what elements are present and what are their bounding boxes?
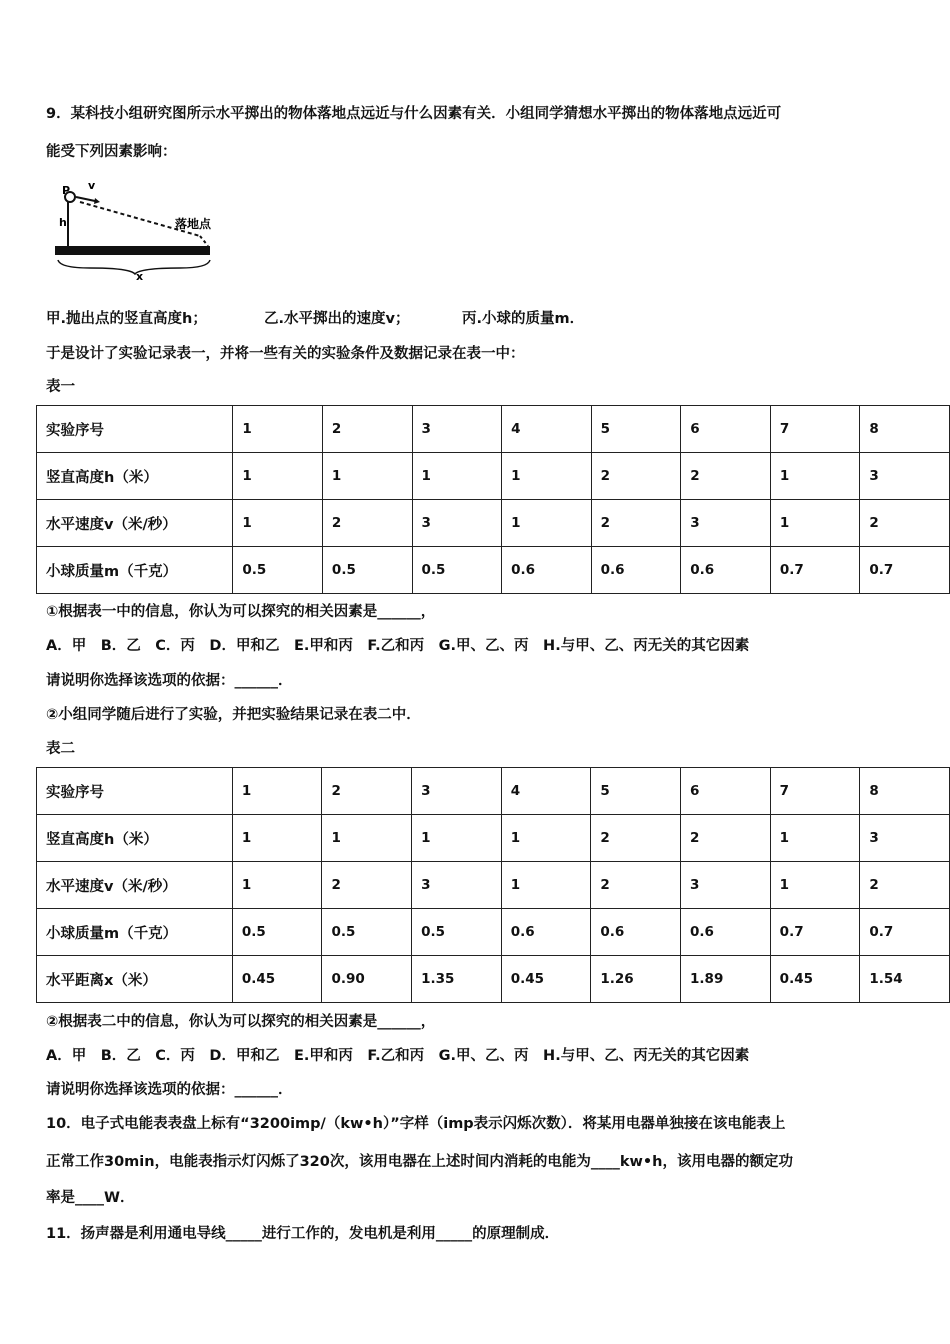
table-cell: 1	[502, 500, 592, 547]
table-cell: 0.5	[322, 547, 412, 594]
table-cell: 3	[412, 406, 502, 453]
table-cell: 1	[233, 500, 323, 547]
table-cell: 0.5	[412, 909, 502, 956]
table-cell: 0.45	[770, 956, 860, 1003]
table-cell: 0.6	[681, 547, 771, 594]
q11-line1: 11．扬声器是利用通电导线_____进行工作的，发电机是利用_____的原理制成．	[46, 1226, 560, 1242]
options-1: A．甲 B．乙 C．丙 D．甲和乙 E.甲和丙 F.乙和丙 G.甲、乙、丙 H.与甲、乙、丙无关的其它因素	[46, 638, 750, 654]
table-cell: 1.35	[412, 956, 502, 1003]
table-cell: 2	[322, 768, 412, 815]
table-cell: 8	[860, 406, 950, 453]
table-row	[37, 956, 950, 1003]
factor-jia: 甲.抛出点的竖直高度h；	[46, 311, 207, 327]
table-cell: 0.7	[860, 547, 950, 594]
table2-title: 表二	[46, 741, 75, 757]
table-cell: 0.7	[770, 909, 860, 956]
projectile-figure	[50, 176, 230, 281]
sub2-question: ②根据表二中的信息，你认为可以探究的相关因素是______，	[46, 1014, 436, 1030]
table-row	[37, 862, 950, 909]
label-landing: 落地点	[175, 217, 212, 231]
table-cell: 1.54	[860, 956, 950, 1003]
table-cell: 1	[233, 406, 323, 453]
table-cell: 2	[860, 862, 950, 909]
table-cell: 1.26	[591, 956, 681, 1003]
table-cell: 1	[412, 453, 502, 500]
table-cell: 4	[501, 768, 591, 815]
table-cell: 0.6	[501, 909, 591, 956]
table-cell: 6	[681, 768, 771, 815]
table-cell: 1	[233, 453, 323, 500]
table-cell: 1	[322, 815, 412, 862]
row-label: 小球质量m（千克）	[37, 909, 233, 956]
design-text: 于是设计了实验记录表一，并将一些有关的实验条件及数据记录在表一中：	[46, 346, 525, 362]
table-cell: 3	[412, 500, 502, 547]
table-cell: 1	[770, 862, 860, 909]
row-label: 实验序号	[37, 768, 233, 815]
factor-yi: 乙.水平掷出的速度v；	[264, 311, 410, 327]
label-x: x	[136, 270, 144, 281]
table-row	[37, 406, 950, 453]
table-cell: 3	[860, 453, 950, 500]
table-cell: 0.45	[232, 956, 322, 1003]
table-row	[37, 453, 950, 500]
label-v: v	[88, 179, 96, 192]
table-cell: 1	[232, 768, 322, 815]
table-cell: 3	[412, 862, 502, 909]
table-cell: 1	[501, 862, 591, 909]
table-cell: 1	[770, 453, 860, 500]
table-cell: 1	[232, 815, 322, 862]
q10-line3: 率是____W．	[46, 1190, 135, 1206]
table-cell: 1	[501, 815, 591, 862]
table-row	[37, 815, 950, 862]
table-cell: 0.5	[322, 909, 412, 956]
table-cell: 3	[860, 815, 950, 862]
table-1	[36, 405, 950, 594]
table-cell: 5	[591, 768, 681, 815]
q10-line2: 正常工作30min，电能表指示灯闪烁了320次，该用电器在上述时间内消耗的电能为____kw•h，该用电器的额定功	[46, 1154, 793, 1170]
table-cell: 0.6	[502, 547, 592, 594]
table-cell: 7	[770, 768, 860, 815]
table-cell: 1	[770, 500, 860, 547]
row-label: 竖直高度h（米）	[37, 453, 233, 500]
table-cell: 6	[681, 406, 771, 453]
label-p: P	[62, 184, 71, 197]
q9-line2: 能受下列因素影响：	[46, 144, 177, 160]
table-cell: 0.7	[770, 547, 860, 594]
table-cell: 1	[502, 453, 592, 500]
row-label: 小球质量m（千克）	[37, 547, 233, 594]
table-cell: 2	[591, 815, 681, 862]
table-cell: 2	[591, 453, 681, 500]
table-cell: 0.7	[860, 909, 950, 956]
q9-line1: 9．某科技小组研究图所示水平掷出的物体落地点远近与什么因素有关．小组同学猜想水平掷出的物体落地点远近可	[46, 106, 782, 122]
row-label: 实验序号	[37, 406, 233, 453]
q10-line1: 10．电子式电能表表盘上标有“3200imp/（kw•h）”字样（imp表示闪烁次数）．将某用电器单独接在该电能表上	[46, 1116, 786, 1132]
table-cell: 2	[322, 862, 412, 909]
reason-1: 请说明你选择该选项的依据：______．	[46, 673, 293, 689]
table-cell: 0.5	[232, 909, 322, 956]
table-cell: 0.6	[591, 547, 681, 594]
table-cell: 1.89	[681, 956, 771, 1003]
table-cell: 3	[681, 500, 771, 547]
table-cell: 4	[502, 406, 592, 453]
table-cell: 2	[591, 500, 681, 547]
factor-bing: 丙.小球的质量m．	[462, 311, 585, 327]
table-cell: 2	[591, 862, 681, 909]
table-cell: 0.6	[591, 909, 681, 956]
table-row	[37, 768, 950, 815]
table-cell: 1	[232, 862, 322, 909]
table-row	[37, 909, 950, 956]
options-2: A．甲 B．乙 C．丙 D．甲和乙 E.甲和丙 F.乙和丙 G.甲、乙、丙 H.与甲、乙、丙无关的其它因素	[46, 1048, 750, 1064]
table-cell: 1	[322, 453, 412, 500]
row-label: 水平速度v（米/秒）	[37, 500, 233, 547]
table-cell: 3	[412, 768, 502, 815]
table-cell: 7	[770, 406, 860, 453]
sub2-intro: ②小组同学随后进行了实验，并把实验结果记录在表二中．	[46, 707, 421, 723]
table-cell: 2	[322, 406, 412, 453]
table-cell: 2	[322, 500, 412, 547]
table-row	[37, 547, 950, 594]
table-cell: 2	[681, 815, 771, 862]
table-cell: 1	[770, 815, 860, 862]
table-cell: 3	[681, 862, 771, 909]
table-cell: 5	[591, 406, 681, 453]
table-cell: 8	[860, 768, 950, 815]
table-row	[37, 500, 950, 547]
table-cell: 2	[681, 453, 771, 500]
row-label: 竖直高度h（米）	[37, 815, 233, 862]
table-cell: 0.90	[322, 956, 412, 1003]
table-2	[36, 767, 950, 1003]
table1-title: 表一	[46, 379, 75, 395]
row-label: 水平速度v（米/秒）	[37, 862, 233, 909]
table-cell: 0.5	[233, 547, 323, 594]
reason-2: 请说明你选择该选项的依据：______．	[46, 1082, 293, 1098]
sub1-question: ①根据表一中的信息，你认为可以探究的相关因素是______，	[46, 604, 436, 620]
label-h: h	[59, 216, 67, 229]
row-label: 水平距离x（米）	[37, 956, 233, 1003]
table-cell: 1	[412, 815, 502, 862]
table-cell: 2	[860, 500, 950, 547]
table-cell: 0.45	[501, 956, 591, 1003]
table-cell: 0.6	[681, 909, 771, 956]
table-cell: 0.5	[412, 547, 502, 594]
